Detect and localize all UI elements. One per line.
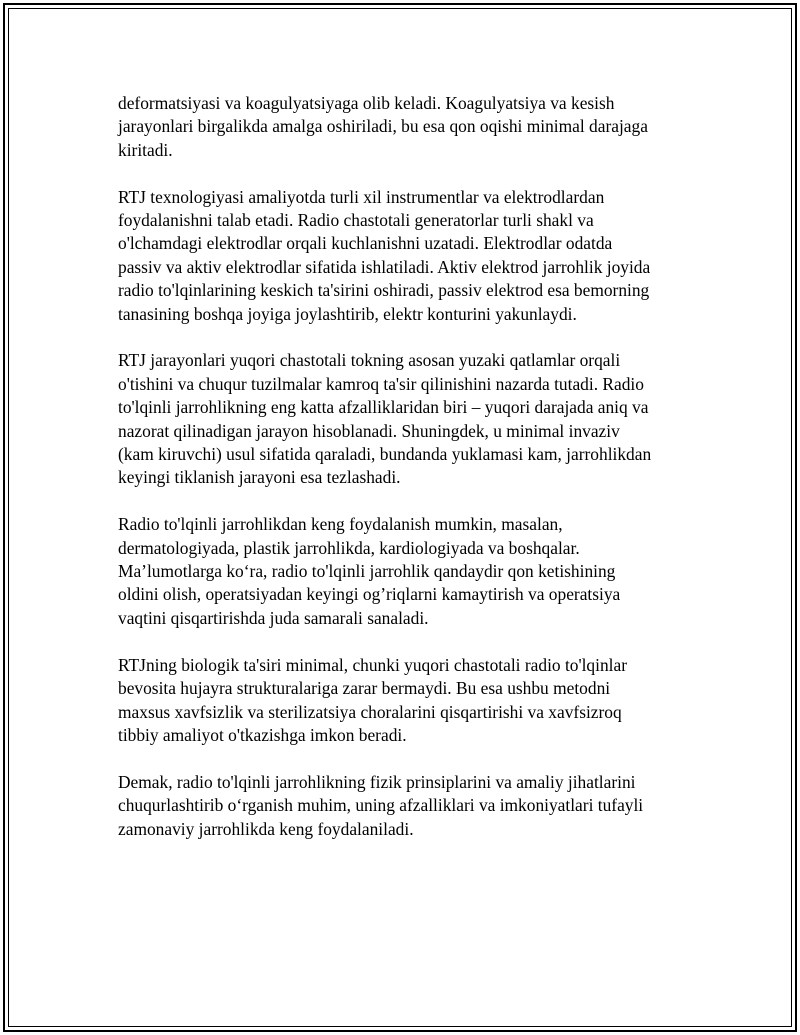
text-line: Demak, radio to'lqinli jarrohlikning fizik prinsiplarini va amaliy jihatlarini — [118, 771, 636, 792]
text-line: jarayonlari birgalikda amalga oshiriladi, bu esa qon oqishi minimal darajaga — [118, 116, 648, 137]
text-line: o'lchamdagi elektrodlar orqali kuchlanishni uzatadi. Elektrodlar odatda — [118, 233, 613, 254]
text-line: passiv va aktiv elektrodlar sifatida ishlatiladi. Aktiv elektrod jarrohlik joyida — [118, 256, 651, 277]
text-line: vaqtini qisqartirishda juda samarali sanaladi. — [118, 607, 429, 628]
paragraph — [118, 186, 693, 326]
text-line: nazorat qilinadigan jarayon hisoblanadi. Shuningdek, u minimal invaziv — [118, 420, 620, 441]
text-line: foydalanishni talab etadi. Radio chastotali generatorlar turli shakl va — [118, 210, 594, 231]
paragraph — [118, 771, 693, 841]
paragraph — [118, 654, 693, 748]
text-line: deformatsiyasi va koagulyatsiyaga olib keladi. Koagulyatsiya va kesish — [118, 93, 615, 113]
text-line: RTJ jarayonlari yuqori chastotali tokning asosan yuzaki qatlamlar orqali — [118, 350, 621, 371]
text-line: o'tishini va chuqur tuzilmalar kamroq ta'sir qilinishini nazarda tutadi. Radio — [118, 373, 644, 394]
text-line: bevosita hujayra strukturalariga zarar bermaydi. Bu esa ushbu metodni — [118, 678, 611, 699]
paragraph — [118, 349, 693, 489]
text-line: zamonaviy jarrohlikda keng foydalaniladi. — [118, 818, 414, 839]
text-line: kiritadi. — [118, 139, 173, 160]
text-line: chuqurlashtirib o‘rganish muhim, uning afzalliklari va imkoniyatlari tufayli — [118, 795, 644, 816]
text-line: radio to'lqinlarining keskich ta'sirini oshiradi, passiv elektrod esa bemorning — [118, 280, 650, 301]
paragraph — [118, 92, 693, 162]
text-line: tanasining boshqa joyiga joylashtirib, elektr konturini yakunlaydi. — [118, 303, 577, 324]
text-line: RTJning biologik ta'siri minimal, chunki yuqori chastotali radio to'lqinlar — [118, 654, 627, 675]
text-line: (kam kiruvchi) usul sifatida qaraladi, bundanda yuklamasi kam, jarrohlikdan — [118, 444, 652, 465]
text-line: keyingi tiklanish jarayoni esa tezlashadi. — [118, 467, 401, 488]
text-line: to'lqinli jarrohlikning eng katta afzalliklaridan biri – yuqori darajada aniq va — [118, 397, 649, 418]
document-body — [118, 92, 693, 841]
text-line: RTJ texnologiyasi amaliyotda turli xil instrumentlar va elektrodlardan — [118, 186, 605, 207]
text-line: oldini olish, operatsiyadan keyingi og’riqlarni kamaytirish va operatsiya — [118, 584, 621, 605]
text-line: maxsus xavfsizlik va sterilizatsiya choralarini qisqartirishi va xavfsizroq — [118, 701, 622, 722]
text-line: tibbiy amaliyot o'tkazishga imkon beradi. — [118, 724, 407, 745]
text-line: dermatologiyada, plastik jarrohlikda, kardiologiyada va boshqalar. — [118, 537, 580, 558]
paragraph — [118, 513, 693, 630]
text-line: Ma’lumotlarga ko‘ra, radio to'lqinli jarrohlik qandaydir qon ketishining — [118, 561, 616, 582]
text-line: Radio to'lqinli jarrohlikdan keng foydalanish mumkin, masalan, — [118, 514, 563, 535]
